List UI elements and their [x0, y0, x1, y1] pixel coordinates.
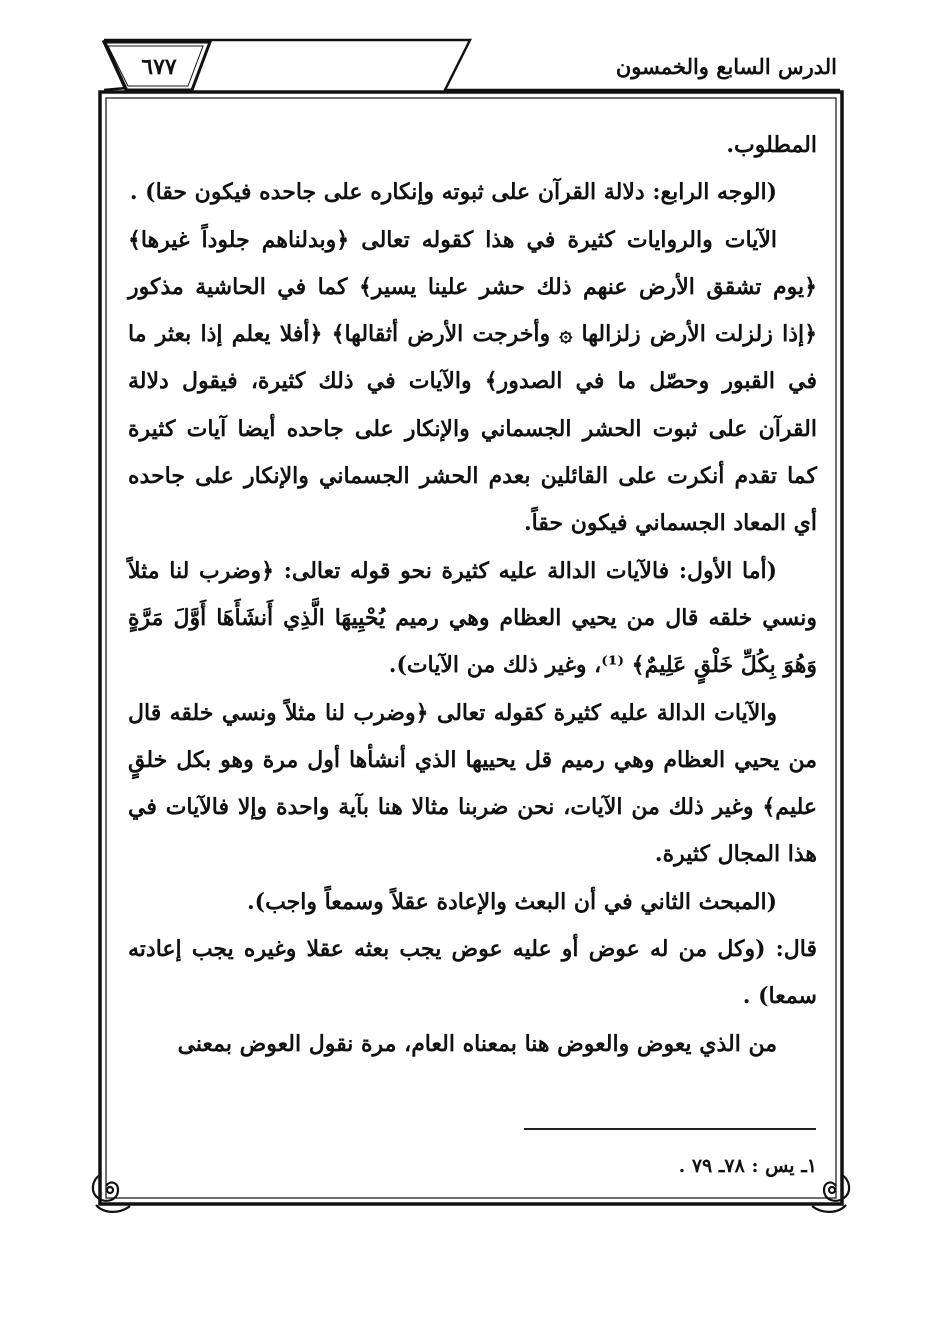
page-number: ٦٧٧ [141, 54, 177, 80]
main-text [128, 122, 817, 1068]
paragraph: (الوجه الرابع: دلالة القرآن على ثبوته وإنكاره على جاحده فيكون حقا) . [129, 179, 777, 206]
footnote: ١ـ يس : ٧٨ـ ٧٩ . [678, 1155, 817, 1177]
paragraph: (أما الأول: فالآيات الدالة عليه كثيرة نحو قوله تعالى: ﴿وضرب لنا مثلاً ونسي خلقه قال من يحيي العظام وهي رميم يُحْيِيهَا الَّذِي أَنشَأَهَا أَوَّلَ مَرَّةٍ وَهُوَ بِكُلِّ خَلْقٍ عَلِيمٌ﴾ ⁽¹⁾، وغير ذلك من الآيات). [128, 557, 817, 679]
paragraph: المطلوب. [726, 132, 817, 158]
paragraph: (المبحث الثاني في أن البعث والإعادة عقلاً وسمعاً واجب). [247, 888, 777, 915]
chapter-title: الدرس السابع والخمسون [615, 54, 837, 79]
paragraph: من الذي يعوض والعوض هنا بمعناه العام، مرة نقول العوض بمعنى [177, 1030, 777, 1057]
paragraph: الآيات والروايات كثيرة في هذا كقوله تعالى ﴿وبدلناهم جلوداً غيرها﴾ ﴿يوم تشقق الأرض عنهم ذلك حشر علينا يسير﴾ كما في الحاشية مذكور ﴿إذا زلزلت الأرض زلزالها ۞ وأخرجت الأرض أثقالها﴾ ﴿أفلا يعلم إذا بعثر ما في القبور وحصّل ما في الصدور﴾ والآيات في ذلك كثيرة، فيقول دلالة القرآن على ثبوت الحشر الجسماني والإنكار على جاحده أيضا آيات كثيرة كما تقدم أنكرت على القائلين بعدم الحشر الجسماني والإنكار على جاحده أي المعاد الجسماني فيكون حقاً. [128, 226, 817, 537]
footnote-divider [524, 1128, 816, 1130]
paragraph: قال: (وكل من له عوض أو عليه عوض يجب بعثه عقلا وغيره يجب إعادته سمعا) . [128, 936, 817, 1010]
paragraph: والآيات الدالة عليه كثيرة كقوله تعالى ﴿وضرب لنا مثلاً ونسي خلقه قال من يحيي العظام وهي رميم قل يحييها الذي أنشأها أول مرة وهو بكل خلقٍ عليم﴾ وغير ذلك من الآيات، نحن ضربنا مثالا هنا بآية واحدة وإلا فالآيات في هذا المجال كثيرة. [128, 699, 817, 868]
